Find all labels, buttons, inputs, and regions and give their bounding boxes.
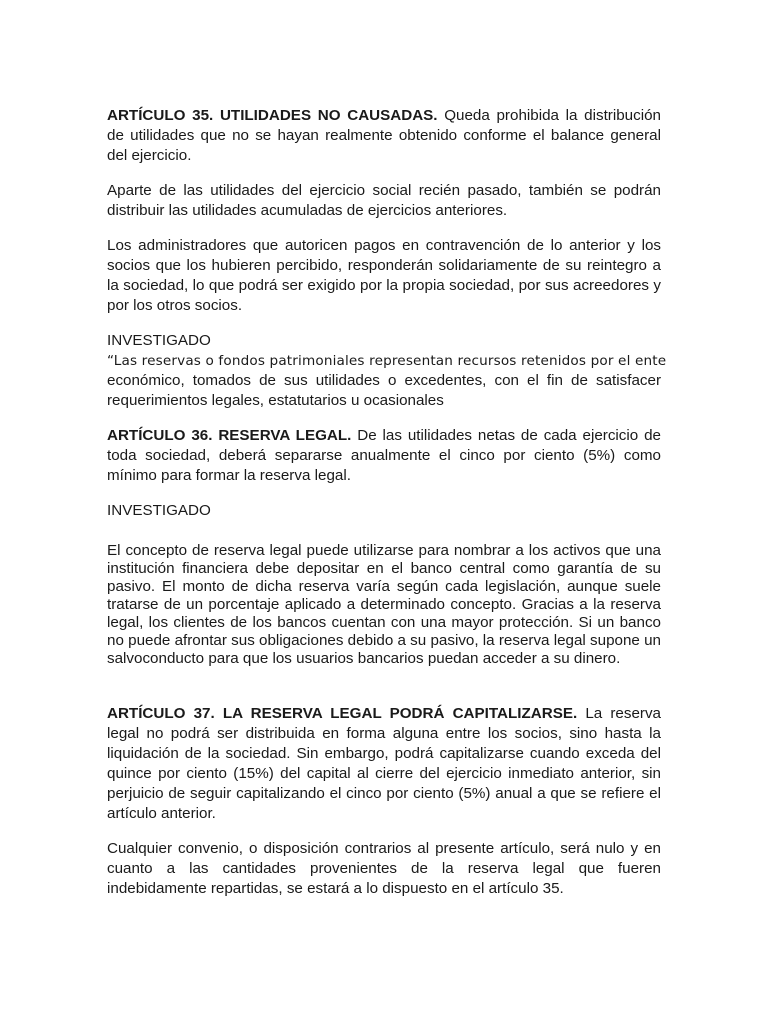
- investigado-reserva-legal-text: El concepto de reserva legal puede utilizarse para nombrar a los activos que una institución financiera debe depositar en el banco central como garantía de su pasivo. El monto de dicha reserva varía según cada legislación, aunque suele tratarse de un porcentaje aplicado a determinado concepto. Gracias a la reserva legal, los clientes de los bancos cuentan con una mayor protección. Si un banco no puede afrontar sus obligaciones debido a su pasivo, la reserva legal supone un salvoconducto para que los usuarios bancarios puedan acceder a su dinero.: [107, 542, 661, 667]
- article-36-paragraph: [107, 426, 661, 486]
- investigado-label-2: INVESTIGADO: [107, 502, 211, 519]
- article-37-paragraph-2: Cualquier convenio, o disposición contrarios al presente artículo, será nulo y en cuanto a las cantidades provenientes de la reserva legal que fueren indebidamente repartidas, se estará a lo dispuesto en el artículo 35.: [107, 840, 661, 897]
- article-36-text: De las utilidades netas de cada ejercicio de toda sociedad, deberá separarse anualmente el cinco por ciento (5%) como mínimo para formar la reserva legal.: [107, 427, 661, 484]
- article-37-paragraph: [107, 704, 661, 824]
- article-36-heading: ARTÍCULO 36. RESERVA LEGAL.: [107, 427, 352, 444]
- article-37-text: La reserva legal no podrá ser distribuida en forma alguna entre los socios, sino hasta la liquidación de la sociedad. Sin embargo, podrá capitalizarse cuando exceda del quince por ciento (15%) del capital al cierre del ejercicio inmediato anterior, sin perjuicio de seguir capitalizando el cinco por ciento (5%) anual a que se refiere el artículo anterior.: [107, 705, 662, 822]
- article-37-heading: ARTÍCULO 37. LA RESERVA LEGAL PODRÁ CAPITALIZARSE.: [107, 705, 578, 722]
- investigado-label-1: INVESTIGADO: [107, 332, 211, 349]
- article-35-heading: ARTÍCULO 35. UTILIDADES NO CAUSADAS.: [107, 107, 438, 124]
- article-35-paragraph-3: Los administradores que autoricen pagos en contravención de lo anterior y los socios que los hubieren percibido, responderán solidariamente de su reintegro a la sociedad, lo que podrá ser exigido por la propia sociedad, por sus acreedores y por los otros socios.: [107, 237, 661, 314]
- document-page: [107, 106, 667, 899]
- article-35-paragraph: [107, 106, 661, 166]
- investigado-quote-line: “Las reservas o fondos patrimoniales representan recursos retenidos por el ente: [107, 353, 667, 369]
- article-35-paragraph-2: Aparte de las utilidades del ejercicio social recién pasado, también se podrán distribuir las utilidades acumuladas de ejercicios anteriores.: [107, 182, 661, 219]
- investigado-quote-body: económico, tomados de sus utilidades o excedentes, con el fin de satisfacer requerimientos legales, estatutarios u ocasionales: [107, 372, 661, 409]
- article-35-text: Queda prohibida la distribución de utilidades que no se hayan realmente obtenido conforme el balance general del ejercicio.: [107, 107, 661, 164]
